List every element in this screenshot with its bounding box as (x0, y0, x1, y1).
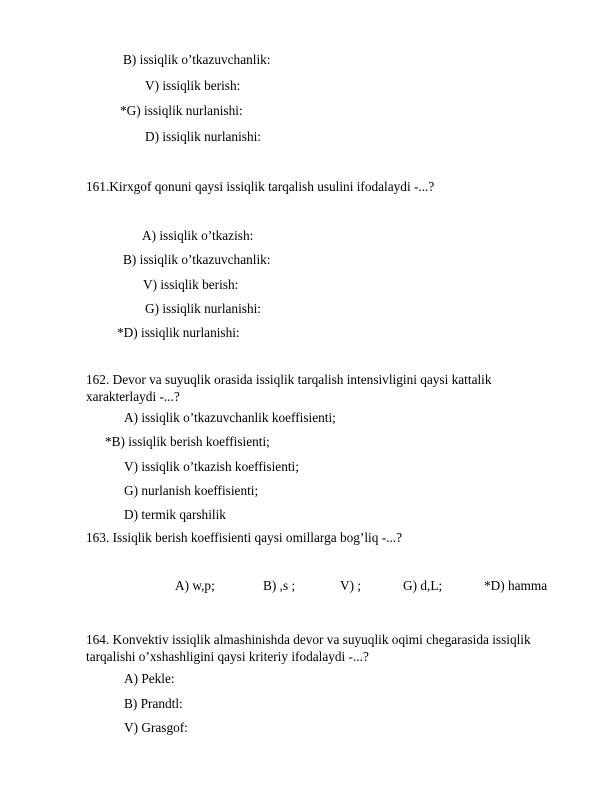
option-d-correct: *D) issiqlik nurlanishi: (117, 325, 240, 340)
option-v: V) issiqlik o’tkazish koeffisienti; (124, 459, 299, 474)
question-164-cont: tarqalishi o’xshashligini qaysi kriteriy ifodalaydi -...? (86, 649, 369, 664)
option-d: D) issiqlik nurlanishi: (145, 129, 261, 144)
option-a: A) w,p; (175, 578, 215, 593)
option-g: G) nurlanish koeffisienti; (124, 483, 259, 498)
option-v: V) issiqlik berish: (143, 277, 239, 292)
option-b: B) issiqlik o’tkazuvchanlik: (123, 52, 271, 67)
question-162-cont: xarakterlaydi -...? (86, 389, 180, 404)
question-161: 161.Kirxgof qonuni qaysi issiqlik tarqalish usulini ifodalaydi -...? (86, 179, 435, 194)
option-a: A) issiqlik o’tkazish: (142, 228, 254, 243)
option-b: B) issiqlik o’tkazuvchanlik: (123, 252, 271, 267)
question-163: 163. Issiqlik berish koeffisienti qaysi omillarga bog’liq -...? (86, 530, 403, 545)
question-164: 164. Konvektiv issiqlik almashinishda devor va suyuqlik oqimi chegarasida issiqlik (86, 632, 531, 647)
question-162: 162. Devor va suyuqlik orasida issiqlik tarqalish intensivligini qaysi kattalik (86, 372, 492, 387)
option-a: A) Pekle: (124, 671, 175, 686)
option-v: V) issiqlik berish: (145, 78, 241, 93)
option-b: B) ,s ; (263, 578, 296, 593)
option-d: D) termik qarshilik (124, 507, 226, 522)
option-v: V) Grasgof: (124, 720, 188, 735)
option-b: B) Prandtl: (124, 696, 183, 711)
option-g: G) issiqlik nurlanishi: (145, 301, 261, 316)
option-g: G) d,L; (403, 578, 443, 593)
option-v: V) ; (340, 578, 362, 593)
option-b-correct: *B) issiqlik berish koeffisienti; (105, 434, 270, 449)
option-d-correct: *D) hamma (484, 578, 548, 593)
option-a: A) issiqlik o’tkazuvchanlik koeffisienti; (124, 410, 336, 425)
option-g-correct: *G) issiqlik nurlanishi: (120, 103, 243, 118)
